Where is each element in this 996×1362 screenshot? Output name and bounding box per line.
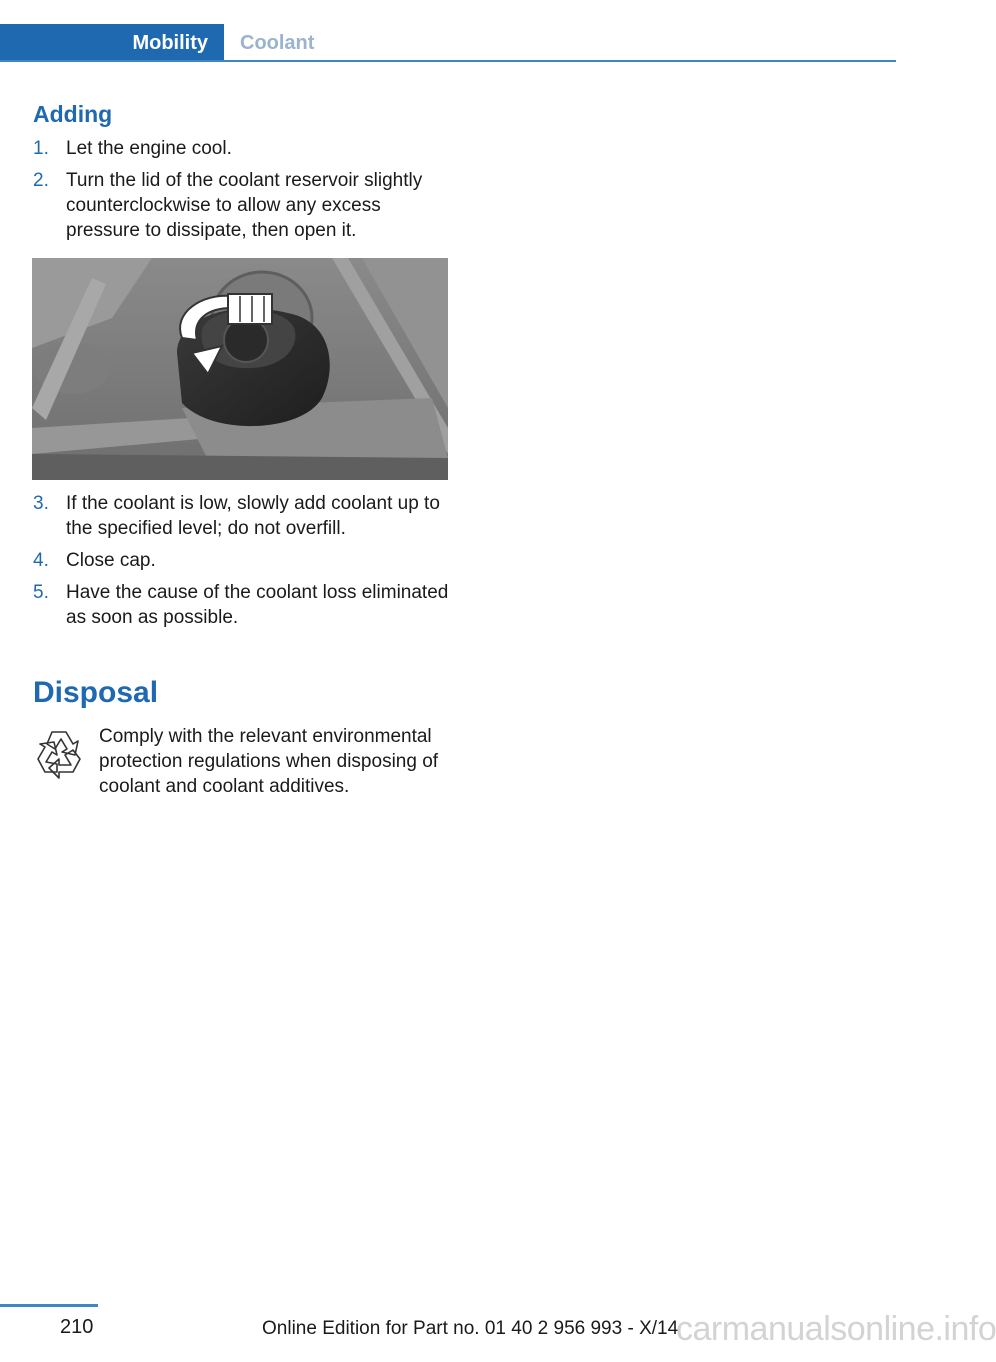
step-number: 5.: [33, 582, 49, 603]
recycle-icon: [33, 728, 85, 782]
adding-heading: Adding: [33, 101, 113, 127]
header-divider: [0, 60, 896, 62]
step-number: 2.: [33, 170, 49, 191]
step-number: 1.: [33, 138, 49, 159]
page-header: [0, 24, 896, 62]
section-tab-mobility: [0, 24, 224, 62]
disposal-text: Comply with the relevant environmental protection regulations when disposing of coolant and coolant additives.: [99, 726, 439, 797]
step-text: Let the engine cool.: [66, 138, 232, 159]
step-text: Turn the lid of the coolant reservoir slightly counterclockwise to allow any excess pressure to dissipate, then open it.: [66, 170, 423, 241]
disposal-heading: Disposal: [33, 676, 159, 709]
coolant-reservoir-photo: [32, 258, 448, 480]
step-number: 4.: [33, 550, 49, 571]
section-label: Mobility: [132, 31, 208, 54]
step-number: 3.: [33, 493, 49, 514]
step-text: If the coolant is low, slowly add coolant up to the specified level; do not overfill.: [66, 493, 440, 539]
step-text: Have the cause of the coolant loss eliminated as soon as possible.: [66, 582, 449, 628]
step-text: Close cap.: [66, 550, 156, 571]
page-number: 210: [60, 1316, 94, 1338]
footer-divider: [0, 1304, 98, 1307]
watermark: carmanualsonline.info: [676, 1310, 996, 1348]
edition-text: Online Edition for Part no. 01 40 2 956 993 - X/14: [262, 1318, 679, 1339]
topic-tab-coolant: Coolant: [240, 32, 315, 54]
